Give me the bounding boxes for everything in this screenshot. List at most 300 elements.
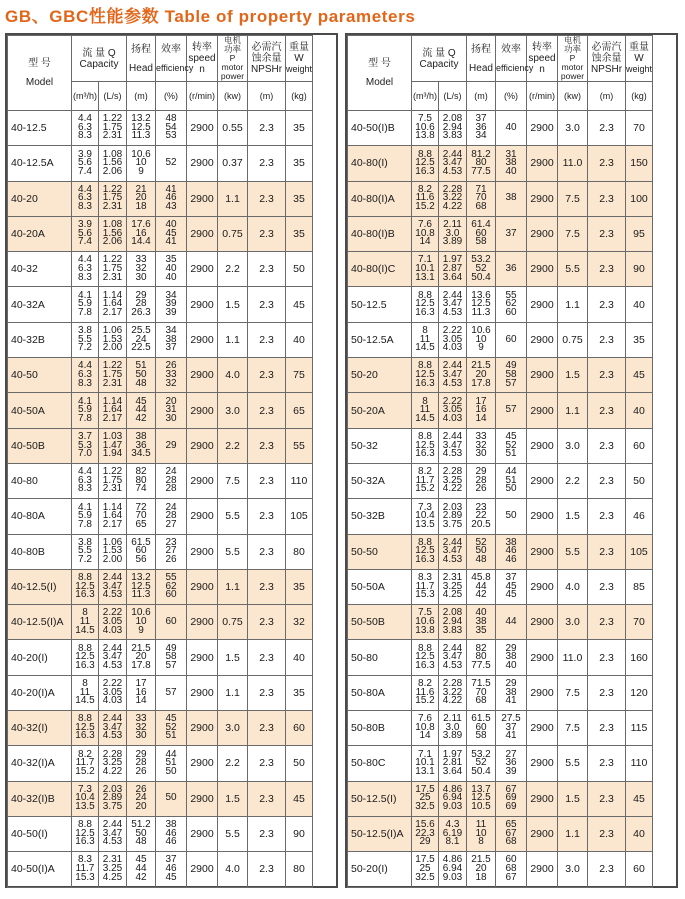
power-cell: 5.5 — [558, 252, 588, 287]
npshr-cell: 2.3 — [248, 252, 286, 287]
power-cell: 2.2 — [218, 746, 248, 781]
flow-m3h-value: 8.8 — [78, 819, 92, 831]
efficiency-value: 62 — [505, 298, 517, 310]
flow-m3h-value: 11 — [419, 333, 431, 345]
flow-ls-cell — [99, 711, 127, 746]
efficiency-value — [156, 168, 186, 177]
npshr-cell: 2.3 — [588, 499, 626, 534]
flow-m3h-value: 8.8 — [418, 148, 432, 160]
efficiency-cell — [156, 640, 187, 675]
efficiency-value — [496, 203, 526, 212]
efficiency-value: 65 — [505, 819, 517, 831]
flow-m3h-value: 8.3 — [78, 483, 92, 495]
weight-cell: 160 — [626, 640, 653, 675]
flow-ls-value: 4.53 — [102, 836, 123, 848]
flow-ls-value: 3.05 — [442, 404, 463, 416]
power-cell: 3.0 — [558, 428, 588, 463]
efficiency-value: 37 — [165, 854, 177, 866]
head-value: 21.5 — [471, 854, 491, 866]
head-cell — [467, 711, 496, 746]
table-row — [8, 605, 337, 640]
weight-cell: 35 — [286, 146, 313, 181]
flow-ls-value: 2.31 — [442, 572, 463, 584]
head-value: 52 — [475, 757, 487, 769]
head-cell — [127, 711, 156, 746]
model-cell: 40-20A — [8, 216, 72, 251]
flow-m3h-cell — [72, 781, 99, 816]
npshr-cell: 2.3 — [248, 746, 286, 781]
flow-ls-cell — [439, 781, 467, 816]
flow-m3h-cell — [72, 534, 99, 569]
flow-m3h-value: 16.3 — [75, 836, 95, 848]
head-value: 16 — [475, 404, 487, 416]
model-cell: 40-32 — [8, 252, 72, 287]
efficiency-value — [496, 521, 526, 530]
flow-m3h-value: 16.3 — [415, 448, 435, 460]
efficiency-value: 26 — [165, 360, 177, 372]
head-cell — [127, 252, 156, 287]
model-cell: 50-32B — [348, 499, 412, 534]
flow-m3h-value: 7.6 — [418, 219, 432, 231]
head-value: 11.3 — [131, 589, 151, 601]
flow-m3h-value: 5.5 — [78, 545, 92, 557]
flow-ls-cell — [99, 463, 127, 498]
efficiency-cell — [156, 111, 187, 146]
flow-m3h-cell — [412, 287, 439, 322]
model-cell: 40-12.5A — [8, 146, 72, 181]
flow-m3h-value: 7.1 — [418, 748, 432, 760]
flow-m3h-cell — [72, 252, 99, 287]
efficiency-cell — [156, 852, 187, 887]
flow-ls-cell — [439, 216, 467, 251]
flow-m3h-value: 4.1 — [78, 395, 92, 407]
flow-ls-value: 2.06 — [102, 236, 123, 248]
efficiency-cell — [496, 781, 527, 816]
efficiency-cell — [156, 605, 187, 640]
model-cell: 40-80B — [8, 534, 72, 569]
efficiency-value: 49 — [505, 360, 517, 372]
head-value: 17 — [135, 678, 147, 689]
model-cell: 40-32B — [8, 322, 72, 357]
power-cell: 0.75 — [218, 216, 248, 251]
unit-weight: (kg) — [286, 82, 313, 111]
efficiency-value: 34 — [165, 325, 177, 337]
flow-m3h-value: 8.8 — [418, 360, 432, 372]
flow-ls-cell — [99, 252, 127, 287]
flow-m3h-cell — [72, 393, 99, 428]
head-value: 8 — [478, 836, 484, 848]
efficiency-cell — [496, 463, 527, 498]
unit-flow-ls: (L/s) — [99, 82, 127, 111]
efficiency-value: 45 — [165, 871, 177, 883]
head-value: 38 — [135, 430, 147, 442]
power-cell: 7.5 — [558, 181, 588, 216]
head-cell — [127, 746, 156, 781]
speed-cell: 2900 — [527, 428, 558, 463]
head-cell — [467, 287, 496, 322]
weight-cell: 35 — [286, 111, 313, 146]
head-cell — [467, 216, 496, 251]
table-row — [348, 640, 677, 675]
flow-ls-value: 2.03 — [442, 501, 463, 513]
flow-m3h-value: 15.2 — [75, 765, 95, 777]
flow-m3h-value: 25 — [419, 792, 431, 804]
flow-m3h-value: 10.4 — [415, 510, 435, 522]
speed-cell: 2900 — [187, 605, 218, 640]
flow-ls-value: 4.22 — [102, 765, 123, 777]
flow-ls-value: 2.44 — [102, 572, 123, 584]
efficiency-value: 29 — [505, 678, 517, 689]
flow-ls-cell — [99, 640, 127, 675]
head-value: 61.5 — [131, 536, 151, 548]
efficiency-cell — [496, 746, 527, 781]
table-row — [8, 463, 337, 498]
efficiency-value: 45 — [165, 227, 177, 239]
flow-ls-value: 4.53 — [102, 659, 123, 671]
head-cell — [467, 605, 496, 640]
speed-cell: 2900 — [527, 852, 558, 887]
flow-m3h-value: 8.3 — [78, 201, 92, 213]
npshr-cell: 2.3 — [588, 287, 626, 322]
flow-m3h-value: 7.4 — [78, 236, 92, 248]
flow-ls-value: 1.22 — [102, 113, 123, 125]
model-cell: 50-20 — [348, 358, 412, 393]
head-value: 72 — [135, 501, 147, 513]
head-cell — [467, 640, 496, 675]
flow-ls-value: 1.64 — [102, 298, 123, 310]
speed-cell: 2900 — [187, 358, 218, 393]
header-efficiency: 效率 efficiency — [156, 36, 187, 82]
head-value: 61.5 — [471, 713, 491, 725]
flow-m3h-value: 14.5 — [415, 412, 435, 424]
efficiency-cell — [496, 287, 527, 322]
flow-ls-value: 3.47 — [442, 298, 463, 310]
head-value: 28 — [135, 757, 147, 769]
flow-m3h-value: 13.1 — [415, 271, 435, 283]
flow-ls-value: 1.64 — [102, 404, 123, 416]
flow-m3h-value: 7.5 — [418, 113, 432, 125]
table-row — [8, 499, 337, 534]
speed-cell: 2900 — [527, 746, 558, 781]
efficiency-value: 49 — [165, 642, 177, 654]
head-cell — [467, 322, 496, 357]
head-value: 48 — [135, 377, 147, 389]
flow-ls-cell — [439, 287, 467, 322]
power-cell: 7.5 — [558, 216, 588, 251]
efficiency-value: 37 — [505, 572, 517, 584]
power-cell: 1.5 — [558, 358, 588, 393]
speed-cell: 2900 — [527, 216, 558, 251]
npshr-cell: 2.3 — [588, 569, 626, 604]
head-value: 17.8 — [471, 377, 491, 389]
flow-m3h-value: 6.3 — [78, 121, 92, 133]
flow-m3h-cell — [412, 675, 439, 710]
flow-m3h-value: 7.3 — [78, 783, 92, 795]
flow-ls-value: 2.28 — [102, 748, 123, 760]
weight-cell: 35 — [286, 569, 313, 604]
flow-ls-value: 4.22 — [442, 695, 463, 707]
npshr-cell: 2.3 — [588, 146, 626, 181]
flow-m3h-cell — [412, 569, 439, 604]
model-cell: 40-12.5 — [8, 111, 72, 146]
efficiency-cell — [156, 358, 187, 393]
unit-flow-m3h: (m³/h) — [72, 82, 99, 111]
head-value: 77.5 — [471, 659, 491, 671]
flow-ls-value: 3.47 — [442, 545, 463, 557]
head-value: 81.2 — [471, 148, 491, 160]
head-cell — [467, 358, 496, 393]
efficiency-value: 46 — [165, 827, 177, 839]
unit-power: (kw) — [558, 82, 588, 111]
efficiency-cell — [156, 816, 187, 851]
efficiency-cell — [496, 252, 527, 287]
flow-ls-cell — [99, 111, 127, 146]
efficiency-value: 46 — [165, 192, 177, 204]
head-value: 38 — [475, 616, 487, 627]
head-value: 35 — [475, 624, 487, 636]
flow-m3h-value: 6.3 — [78, 368, 92, 380]
efficiency-value: 41 — [505, 730, 517, 742]
efficiency-value: 40 — [165, 263, 177, 275]
speed-cell: 2900 — [527, 393, 558, 428]
flow-ls-value: 3.47 — [102, 651, 123, 663]
efficiency-value — [496, 627, 526, 636]
head-value: 13.2 — [131, 113, 151, 125]
head-value: 9 — [478, 342, 484, 354]
efficiency-value: 27 — [505, 748, 517, 760]
flow-m3h-value: 8.2 — [78, 748, 92, 760]
efficiency-value: 40 — [165, 219, 177, 231]
model-cell: 40-20(I) — [8, 640, 72, 675]
flow-ls-cell — [439, 852, 467, 887]
speed-cell: 2900 — [187, 146, 218, 181]
npshr-cell: 2.3 — [588, 181, 626, 216]
head-value: 42 — [135, 412, 147, 424]
head-value: 48 — [475, 554, 487, 565]
efficiency-value: 60 — [165, 616, 177, 627]
head-value: 13.2 — [131, 572, 151, 584]
flow-m3h-value: 11.7 — [415, 474, 435, 486]
efficiency-value: 30 — [165, 412, 177, 424]
head-value: 82 — [475, 642, 487, 654]
efficiency-value: 44 — [165, 748, 177, 760]
flow-m3h-value: 10.8 — [415, 227, 435, 239]
weight-cell: 50 — [286, 746, 313, 781]
flow-ls-value: 4.86 — [442, 854, 463, 866]
speed-cell: 2900 — [187, 428, 218, 463]
flow-ls-value: 3.47 — [102, 721, 123, 733]
head-value: 33 — [135, 713, 147, 725]
model-cell: 40-80(I)C — [348, 252, 412, 287]
efficiency-value: 50 — [165, 792, 177, 804]
weight-cell: 110 — [286, 463, 313, 498]
flow-ls-value: 3.0 — [445, 227, 460, 239]
power-cell: 2.2 — [218, 428, 248, 463]
power-cell: 1.1 — [218, 181, 248, 216]
head-value: 50 — [135, 368, 147, 380]
flow-ls-value: 2.44 — [102, 819, 123, 831]
flow-ls-value: 3.47 — [442, 651, 463, 663]
flow-m3h-value: 12.5 — [75, 721, 95, 733]
flow-m3h-value: 7.6 — [418, 713, 432, 725]
npshr-cell: 2.3 — [248, 146, 286, 181]
table-row — [348, 746, 677, 781]
npshr-cell: 2.3 — [588, 322, 626, 357]
head-value: 13.6 — [471, 289, 491, 301]
weight-cell: 45 — [286, 287, 313, 322]
flow-ls-cell — [439, 816, 467, 851]
efficiency-value: 68 — [505, 836, 517, 848]
table-row — [8, 287, 337, 322]
flow-m3h-value: 16.3 — [415, 377, 435, 389]
flow-m3h-value: 5.3 — [78, 439, 92, 451]
flow-m3h-value: 8.8 — [78, 572, 92, 584]
flow-m3h-value: 12.5 — [415, 157, 435, 169]
flow-ls-value: 2.94 — [442, 616, 463, 627]
weight-cell: 110 — [626, 746, 653, 781]
model-cell: 40-80 — [8, 463, 72, 498]
model-cell: 50-12.5(I) — [348, 781, 412, 816]
flow-ls-value: 1.97 — [442, 254, 463, 266]
header-power: 电机 功率 P motor power — [218, 36, 248, 82]
header-capacity: 流 量 Q Capacity — [72, 36, 127, 82]
flow-m3h-value: 8.8 — [78, 713, 92, 725]
property-table-right — [345, 33, 678, 888]
npshr-cell: 2.3 — [588, 463, 626, 498]
unit-flow-m3h: (m³/h) — [412, 82, 439, 111]
head-value: 74 — [135, 483, 147, 495]
speed-cell: 2900 — [187, 675, 218, 710]
head-value: 33 — [135, 254, 147, 266]
model-cell: 40-50(I)A — [8, 852, 72, 887]
table-row — [348, 711, 677, 746]
speed-cell: 2900 — [187, 534, 218, 569]
flow-ls-value: 2.31 — [102, 377, 123, 389]
head-value: 44 — [135, 404, 147, 416]
flow-ls-cell — [439, 640, 467, 675]
efficiency-value: 44 — [505, 616, 517, 627]
power-cell: 5.5 — [218, 499, 248, 534]
efficiency-value: 39 — [165, 306, 177, 318]
speed-cell: 2900 — [527, 569, 558, 604]
head-value: 42 — [475, 589, 487, 601]
efficiency-cell — [496, 675, 527, 710]
table-row — [8, 428, 337, 463]
flow-m3h-value: 16.3 — [415, 165, 435, 177]
table-row — [348, 463, 677, 498]
efficiency-value: 60 — [505, 854, 517, 866]
head-value: 40 — [475, 607, 487, 619]
flow-m3h-value: 13.8 — [415, 130, 435, 142]
flow-m3h-value: 4.4 — [78, 466, 92, 478]
weight-cell: 60 — [626, 428, 653, 463]
flow-m3h-value: 12.5 — [415, 439, 435, 451]
efficiency-cell — [156, 534, 187, 569]
efficiency-cell — [496, 428, 527, 463]
head-value: 16 — [135, 686, 147, 698]
head-cell — [467, 463, 496, 498]
table-row — [348, 287, 677, 322]
flow-ls-value: 3.47 — [442, 439, 463, 451]
flow-m3h-value: 15.6 — [415, 819, 435, 831]
head-value: 42 — [135, 871, 147, 883]
head-cell — [467, 252, 496, 287]
flow-m3h-value: 14 — [419, 236, 431, 248]
table-row — [8, 711, 337, 746]
flow-m3h-value: 5.9 — [78, 298, 92, 310]
flow-ls-value: 9.03 — [442, 801, 463, 813]
speed-cell: 2900 — [527, 111, 558, 146]
flow-m3h-value: 15.3 — [75, 871, 95, 883]
flow-m3h-cell — [72, 816, 99, 851]
table-row — [8, 534, 337, 569]
model-cell: 40-50A — [8, 393, 72, 428]
unit-speed: (r/min) — [527, 82, 558, 111]
flow-m3h-value: 25 — [419, 863, 431, 875]
efficiency-value: 34 — [165, 289, 177, 301]
efficiency-value: 45 — [505, 580, 517, 592]
parameters-table — [347, 35, 677, 888]
efficiency-cell — [156, 711, 187, 746]
head-value: 21.5 — [471, 360, 491, 372]
head-value: 32 — [475, 439, 487, 451]
speed-cell: 2900 — [187, 569, 218, 604]
efficiency-value: 51 — [505, 448, 517, 460]
flow-ls-cell — [439, 711, 467, 746]
speed-cell: 2900 — [187, 216, 218, 251]
head-value: 10 — [475, 333, 487, 345]
flow-m3h-cell — [72, 358, 99, 393]
speed-cell: 2900 — [527, 711, 558, 746]
head-value: 34 — [475, 130, 487, 142]
head-value: 17.8 — [131, 659, 151, 671]
flow-m3h-value: 11.7 — [75, 757, 95, 769]
efficiency-value: 60 — [505, 333, 517, 345]
power-cell: 0.37 — [218, 146, 248, 181]
flow-m3h-value: 7.1 — [418, 254, 432, 266]
flow-m3h-value: 17.5 — [415, 783, 435, 795]
head-value: 10 — [475, 827, 487, 839]
npshr-cell: 2.3 — [588, 605, 626, 640]
efficiency-value: 67 — [505, 871, 517, 883]
flow-m3h-value: 8.2 — [418, 678, 432, 689]
unit-weight: (kg) — [626, 82, 653, 111]
efficiency-value: 28 — [165, 483, 177, 495]
head-value: 68 — [475, 201, 487, 213]
flow-ls-cell — [99, 499, 127, 534]
table-row — [8, 781, 337, 816]
efficiency-value: 50 — [505, 510, 517, 522]
efficiency-value — [496, 344, 526, 353]
efficiency-value: 60 — [165, 589, 177, 601]
flow-ls-value: 2.89 — [442, 510, 463, 522]
flow-m3h-cell — [72, 216, 99, 251]
head-value: 70 — [475, 686, 487, 698]
head-value: 53.2 — [471, 748, 491, 760]
npshr-cell: 2.3 — [248, 569, 286, 604]
flow-ls-value: 3.47 — [102, 580, 123, 592]
npshr-cell: 2.3 — [248, 181, 286, 216]
head-cell — [127, 428, 156, 463]
speed-cell: 2900 — [527, 534, 558, 569]
flow-m3h-value: 12.5 — [75, 580, 95, 592]
efficiency-cell — [496, 146, 527, 181]
speed-cell: 2900 — [527, 675, 558, 710]
efficiency-cell — [496, 852, 527, 887]
head-cell — [127, 393, 156, 428]
efficiency-value — [156, 627, 186, 636]
power-cell: 2.2 — [558, 463, 588, 498]
